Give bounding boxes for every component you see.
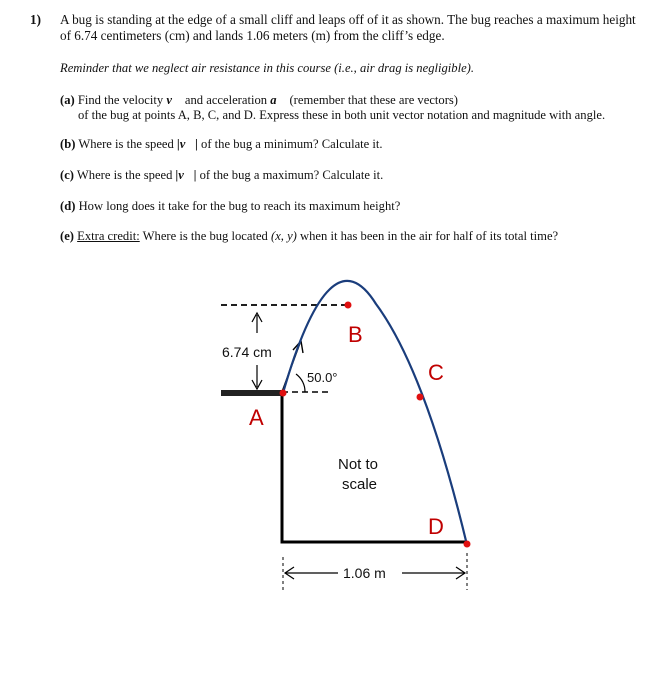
label-a: A [249, 405, 264, 430]
part-a-label: (a) [60, 93, 75, 107]
part-e-text-1: Where is the bug located [142, 229, 268, 243]
part-d-text: How long does it take for the bug to reach its maximum height? [78, 199, 401, 213]
point-c [417, 394, 424, 401]
distance-label: 1.06 m [343, 565, 386, 581]
part-a-text-4: of the bug at points A, B, C, and D. Express these in both unit vector notation and magnitude with angle. [78, 108, 606, 122]
speed-symbol: |v⃗| [175, 168, 197, 182]
part-a-text-1: Find the velocity [77, 93, 164, 107]
coordinates-symbol: (x, y) [271, 229, 297, 243]
trajectory-curve [283, 281, 467, 545]
part-c-label: (c) [60, 168, 74, 182]
acceleration-symbol: a⃗ [270, 93, 287, 107]
extra-credit-label: Extra credit: [77, 229, 140, 243]
part-d-label: (d) [60, 199, 76, 213]
part-c-text-2: of the bug a maximum? Calculate it. [199, 168, 384, 182]
point-a [280, 390, 287, 397]
angle-arc [296, 374, 305, 392]
note-line-1: Not to [338, 456, 379, 473]
label-c: C [428, 360, 444, 385]
cliff-ledge [221, 390, 282, 396]
part-a-text-3: (remember that these are vectors) [289, 93, 458, 107]
label-b: B [348, 322, 363, 347]
height-label: 6.74 cm [222, 344, 272, 360]
velocity-symbol: v⃗ [166, 93, 182, 107]
part-b-text-1: Where is the speed [78, 137, 174, 151]
point-b [345, 302, 352, 309]
note-line-2: scale [342, 476, 378, 493]
part-e-label: (e) [60, 229, 74, 243]
part-b-text-2: of the bug a minimum? Calculate it. [201, 137, 383, 151]
part-c-text-1: Where is the speed [76, 168, 173, 182]
part-a-text-2: and acceleration [184, 93, 268, 107]
speed-symbol: |v⃗| [176, 137, 198, 151]
point-d [464, 541, 471, 548]
problem-number: 1) [30, 12, 41, 27]
part-b-label: (b) [60, 137, 76, 151]
part-e-text-2: when it has been in the air for half of its total time? [300, 229, 559, 243]
reminder-note: Reminder that we neglect air resistance in this course (i.e., air drag is negligible). [60, 61, 475, 75]
problem-text: A bug is standing at the edge of a small cliff and leaps off of it as shown. The bug reaches a maximum height of 6.74 centimeters (cm) and lands 1.06 meters (m) from the cliff’s edge. [60, 12, 636, 43]
angle-label: 50.0° [307, 370, 338, 385]
label-d: D [428, 514, 444, 539]
